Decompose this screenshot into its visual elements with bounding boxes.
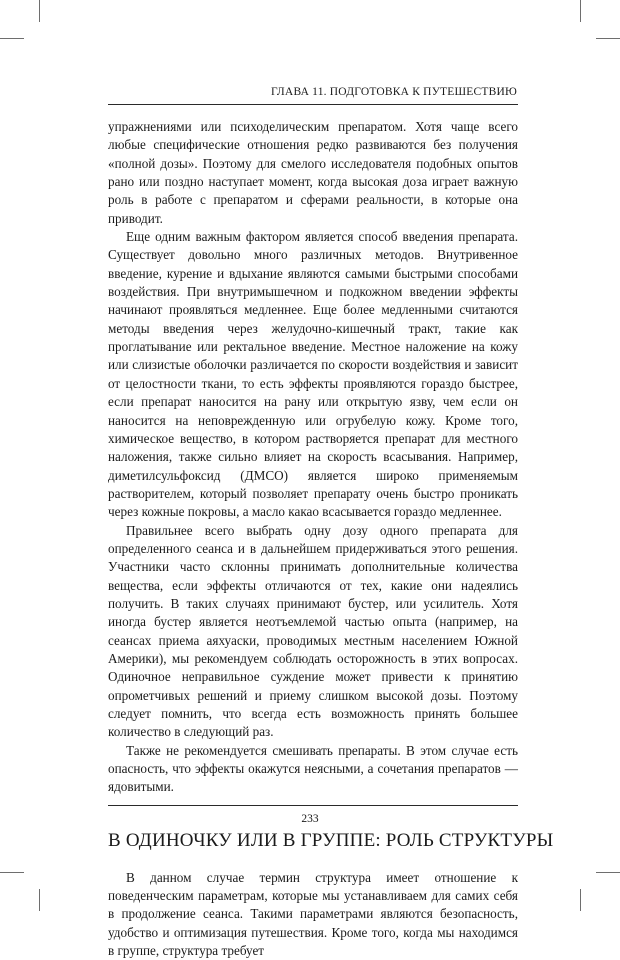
section-paragraph: В данном случае термин структура имеет отношение к поведенческим параметрам, которые мы устанавливаем для самих себя в продолжение сеанса. Такими параметрами являются безопасность, удобство и оптимизация путешествия. Кроме того, когда мы находимся в группе, структура требует (108, 869, 518, 959)
page-number: 233 (301, 813, 319, 825)
header-rule (108, 104, 518, 105)
paragraph: Также не рекомендуется смешивать препараты. В этом случае есть опасность, что эффекты окажутся неясными, а сочетания препаратов — ядовитыми. (108, 742, 518, 795)
crop-mark-bottom-right (580, 889, 581, 911)
crop-mark-top-right (580, 0, 581, 22)
crop-mark-bottom-left-h (0, 872, 24, 873)
footer-rule (108, 805, 518, 806)
crop-mark-top-left-h (0, 38, 24, 39)
running-head: ГЛАВА 11. ПОДГОТОВКА К ПУТЕШЕСТВИЮ (270, 86, 517, 98)
paragraph: упражнениями или психоделическим препаратом. Хотя чаще всего любые специфические отношения редко развиваются без получения «полной дозы». Поэтому для смелого исследователя подобных опытов рано или поздно наступает момент, когда высокая доза играет важную роль в работе с препаратом и сферами реальности, в которые она приводит. (108, 119, 518, 226)
page-body (108, 118, 554, 960)
section-heading: В ОДИНОЧКУ ИЛИ В ГРУППЕ: РОЛЬ СТРУКТУРЫ (108, 829, 554, 851)
paragraph: Правильнее всего выбрать одну дозу одного препарата для определенного сеанса и в дальнейшем придерживаться этого решения. Участники часто склонны принимать дополнительные количества вещества, если эффекты отличаются от тех, какие они надеялись получить. В таких случаях принимают бустер, или усилитель. Хотя иногда бустер является неотъемлемой частью опыта (например, на сеансах приема аяхуаски, проводимых местным населением Южной Америки), мы рекомендуем соблюдать осторожность в этих вопросах. Одиночное неправильное суждение может привести к принятию опрометчивых решений и приему слишком высокой дозы. Поэтому следует помнить, что всегда есть возможность принять большее количество в следующий раз. (108, 522, 518, 740)
crop-mark-top-left (39, 0, 40, 22)
crop-mark-top-right-h (596, 38, 620, 39)
crop-mark-bottom-left (39, 889, 40, 911)
paragraph: Еще одним важным фактором является способ введения препарата. Существует довольно много различных методов. Внутривенное введение, курение и вдыхание являются самыми быстрыми способами воздействия. При внутримышечном и подкожном введении эффекты начинают проявляться медленнее. Еще более медленными считаются методы введения через желудочно-кишечный тракт, такие как проглатывание или ректальное введение. Местное наложение на кожу или слизистые оболочки различается по скорости воздействия и зависит от целостности ткани, то есть эффекты проявляются гораздо быстрее, если препарат наносится на рану или открытую язву, чем если он наносится на неповрежденную или огрубелую кожу. Кроме того, химическое вещество, в котором растворяется препарат для местного наложения, также сильно влияет на скорость всасывания. Например, диметилсульфоксид (ДМСО) является широко применяемым растворителем, который позволяет препарату очень быстро проникать через кожные покровы, а масло какао всасывается гораздо медленнее. (108, 229, 518, 520)
crop-mark-bottom-right-h (596, 872, 620, 873)
